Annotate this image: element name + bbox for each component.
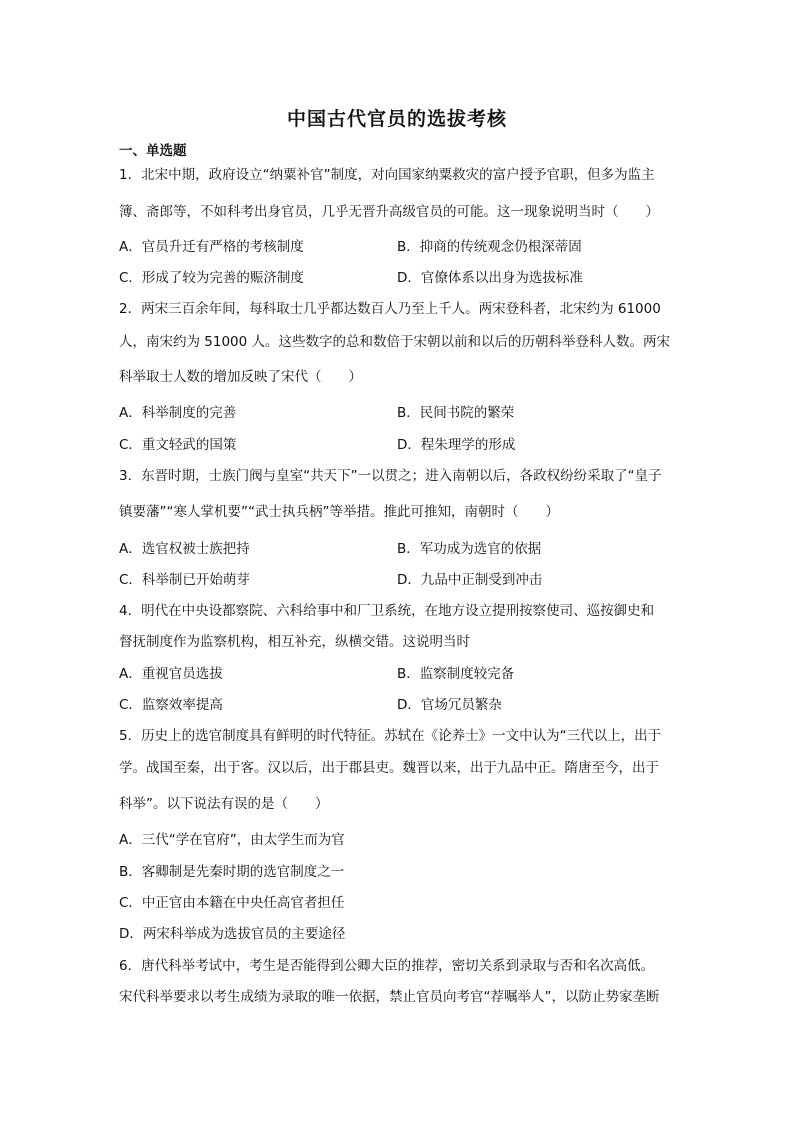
question-2-option-d: D．程朱理学的形成 <box>397 437 516 453</box>
question-1-line-1: 1．北宋中期，政府设立“纳粟补官”制度，对向国家纳粟救灾的富户授予官职，但多为监主 <box>119 167 655 183</box>
question-5-option-a: A．三代“学在官府”，由太学生而为官 <box>119 832 345 848</box>
question-2-option-c: C．重文轻武的国策 <box>119 437 237 453</box>
question-1-line-2: 簿、斋郎等，不如科考出身官员，几乎无晋升高级官员的可能。这一现象说明当时（ ） <box>119 204 659 220</box>
question-3-line-1: 3．东晋时期，士族门阀与皇室“共天下”一以贯之；进入南朝以后，各政权纷纷采取了“皇子 <box>119 468 662 484</box>
question-1-option-c: C．形成了较为完善的赈济制度 <box>119 270 304 286</box>
question-2-line-3: 科举取士人数的增加反映了宋代（ ） <box>119 369 362 385</box>
question-5-line-1: 5．历史上的选官制度具有鲜明的时代特征。苏轼在《论养士》一文中认为“三代以上，出于 <box>119 728 662 744</box>
question-3-option-a: A．选官权被士族把持 <box>119 541 250 557</box>
question-5-option-b: B．客卿制是先秦时期的选官制度之一 <box>119 864 345 880</box>
question-5-line-2: 学。战国至秦，出于客。汉以后，出于郡县吏。魏晋以来，出于九品中正。隋唐至今，出于 <box>119 760 659 776</box>
question-5-line-3: 科举”。以下说法有误的是（ ） <box>119 796 329 812</box>
question-5-option-d: D．两宋科举成为选拔官员的主要途径 <box>119 926 346 942</box>
question-4-option-a: A．重视官员选拔 <box>119 666 223 682</box>
question-3-line-2: 镇要藩”“寒人掌机要”“武士执兵柄”等举措。推此可推知，南朝时（ ） <box>119 504 559 520</box>
question-3-option-c: C．科举制已开始萌芽 <box>119 572 250 588</box>
question-4-line-2: 督抚制度作为监察机构，相互补充，纵横交错。这说明当时 <box>119 634 470 650</box>
question-1-option-b: B．抑商的传统观念仍根深蒂固 <box>397 239 582 255</box>
section-heading: 一、单选题 <box>119 143 187 159</box>
question-2-option-a: A．科举制度的完善 <box>119 405 237 421</box>
question-5-option-c: C．中正官由本籍在中央任高官者担任 <box>119 895 345 911</box>
question-2-line-1: 2．两宋三百余年间，每科取士几乎都达数百人乃至上千人。两宋登科者，北宋约为 61000 <box>119 301 661 317</box>
question-3-option-d: D．九品中正制受到冲击 <box>397 572 543 588</box>
question-1-option-d: D．官僚体系以出身为选拔标准 <box>397 270 583 286</box>
question-4-option-b: B．监察制度较完备 <box>397 666 515 682</box>
question-3-option-b: B．军功成为选官的依据 <box>397 541 542 557</box>
question-2-option-b: B．民间书院的繁荣 <box>397 405 515 421</box>
question-1-option-a: A．官员升迁有严格的考核制度 <box>119 239 304 255</box>
question-4-option-c: C．监察效率提高 <box>119 697 223 713</box>
question-4-line-1: 4．明代在中央设都察院、六科给事中和厂卫系统，在地方设立提刑按察使司、巡按御史和 <box>119 603 655 619</box>
question-2-line-2: 人，南宋约为 51000 人。这些数字的总和数倍于宋朝以前和以后的历朝科举登科人数。两宋 <box>119 334 671 350</box>
question-6-line-1: 6．唐代科举考试中，考生是否能得到公卿大臣的推荐，密切关系到录取与否和名次高低。 <box>119 958 655 974</box>
document-title: 中国古代官员的选拔考核 <box>286 108 507 130</box>
question-4-option-d: D．官场冗员繁杂 <box>397 697 502 713</box>
question-6-line-2: 宋代科举要求以考生成绩为录取的唯一依据，禁止官员向考官“荐嘱举人”，以防止势家垄断 <box>119 989 660 1005</box>
